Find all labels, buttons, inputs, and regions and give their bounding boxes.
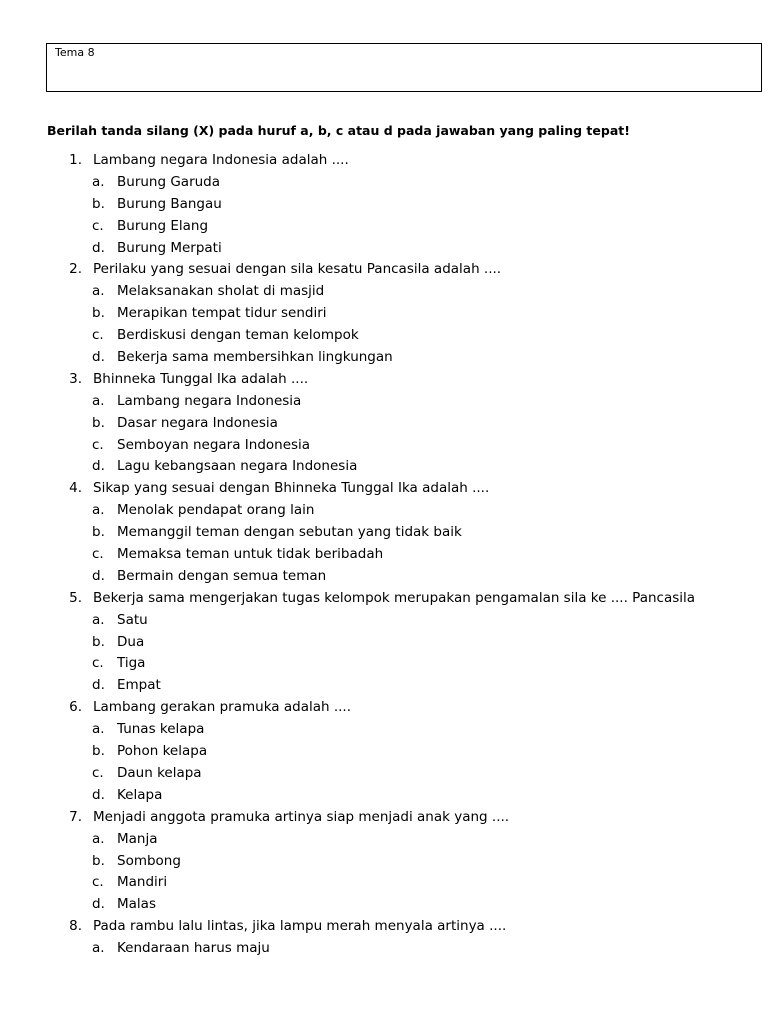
option-text: Kelapa	[117, 786, 163, 803]
option-text: Bermain dengan semua teman	[117, 567, 327, 584]
answer-option[interactable]	[0, 872, 768, 894]
option-text: Manja	[117, 830, 158, 847]
option-text: Semboyan negara Indonesia	[117, 436, 311, 453]
answer-option[interactable]	[0, 435, 768, 457]
question-number: 2.	[69, 261, 82, 278]
option-letter: b.	[92, 414, 105, 431]
answer-option[interactable]	[0, 741, 768, 763]
question-number: 3.	[69, 370, 82, 387]
option-letter: a.	[92, 283, 105, 300]
answer-option[interactable]	[0, 303, 768, 325]
option-text: Daun kelapa	[117, 764, 202, 781]
answer-option[interactable]	[0, 413, 768, 435]
answer-option[interactable]	[0, 456, 768, 478]
option-letter: d.	[92, 896, 105, 913]
answer-option[interactable]	[0, 851, 768, 873]
option-letter: c.	[92, 655, 104, 672]
option-letter: d.	[92, 567, 105, 584]
option-text: Kendaraan harus maju	[117, 940, 270, 957]
option-text: Pohon kelapa	[117, 743, 208, 760]
question-text: Lambang gerakan pramuka adalah ....	[93, 699, 351, 716]
question-item	[0, 588, 768, 610]
question-item	[0, 807, 768, 829]
answer-option[interactable]	[0, 391, 768, 413]
option-letter: b.	[92, 743, 105, 760]
option-letter: c.	[92, 327, 104, 344]
answer-option[interactable]	[0, 238, 768, 260]
question-item	[0, 697, 768, 719]
option-text: Malas	[117, 896, 156, 913]
option-text: Merapikan tempat tidur sendiri	[117, 305, 327, 322]
answer-option[interactable]	[0, 325, 768, 347]
question-text: Menjadi anggota pramuka artinya siap menjadi anak yang ....	[93, 808, 510, 825]
question-item	[0, 369, 768, 391]
answer-option[interactable]	[0, 632, 768, 654]
tema-label: Tema 8	[55, 46, 95, 59]
answer-option[interactable]	[0, 719, 768, 741]
option-letter: a.	[92, 502, 105, 519]
question-text: Pada rambu lalu lintas, jika lampu merah menyala artinya ....	[93, 918, 507, 935]
answer-option[interactable]	[0, 763, 768, 785]
option-text: Memanggil teman dengan sebutan yang tidak baik	[117, 524, 462, 541]
question-text: Bekerja sama mengerjakan tugas kelompok merupakan pengamalan sila ke .... Pancasila	[93, 589, 696, 606]
answer-option[interactable]	[0, 894, 768, 916]
option-text: Melaksanakan sholat di masjid	[117, 283, 325, 300]
option-letter: a.	[92, 173, 105, 190]
option-letter: c.	[92, 874, 104, 891]
answer-option[interactable]	[0, 829, 768, 851]
option-text: Lambang negara Indonesia	[117, 392, 302, 409]
answer-option[interactable]	[0, 281, 768, 303]
question-number: 1.	[69, 152, 82, 168]
option-letter: a.	[92, 830, 105, 847]
option-letter: a.	[92, 392, 105, 409]
question-item	[0, 150, 768, 172]
option-text: Burung Elang	[117, 217, 209, 234]
option-text: Lagu kebangsaan negara Indonesia	[117, 458, 358, 475]
option-letter: b.	[92, 852, 105, 869]
header-box	[46, 43, 762, 92]
question-number: 6.	[69, 699, 82, 716]
question-number: 7.	[69, 808, 82, 825]
option-text: Bekerja sama membersihkan lingkungan	[117, 349, 393, 366]
option-letter: a.	[92, 721, 105, 738]
answer-option[interactable]	[0, 500, 768, 522]
option-letter: c.	[92, 217, 104, 234]
question-list	[0, 150, 768, 960]
option-text: Burung Garuda	[117, 173, 221, 190]
answer-option[interactable]	[0, 522, 768, 544]
question-text: Perilaku yang sesuai dengan sila kesatu Pancasila adalah ....	[93, 261, 502, 278]
question-item	[0, 478, 768, 500]
question-item	[0, 259, 768, 281]
option-letter: d.	[92, 677, 105, 694]
option-text: Menolak pendapat orang lain	[117, 502, 315, 519]
answer-option[interactable]	[0, 172, 768, 194]
answer-option[interactable]	[0, 675, 768, 697]
question-item	[0, 916, 768, 938]
answer-option[interactable]	[0, 610, 768, 632]
answer-option[interactable]	[0, 216, 768, 238]
question-text: Bhinneka Tunggal Ika adalah ....	[93, 370, 309, 387]
answer-option[interactable]	[0, 544, 768, 566]
answer-option[interactable]	[0, 785, 768, 807]
option-text: Memaksa teman untuk tidak beribadah	[117, 546, 384, 563]
option-text: Dasar negara Indonesia	[117, 414, 278, 431]
option-letter: b.	[92, 633, 105, 650]
option-letter: c.	[92, 546, 104, 563]
option-text: Tunas kelapa	[117, 721, 205, 738]
option-text: Satu	[117, 611, 148, 628]
option-letter: a.	[92, 611, 105, 628]
option-text: Empat	[117, 677, 161, 694]
answer-option[interactable]	[0, 194, 768, 216]
answer-option[interactable]	[0, 347, 768, 369]
question-number: 5.	[69, 589, 82, 606]
option-letter: b.	[92, 195, 105, 212]
answer-option[interactable]	[0, 938, 768, 960]
option-letter: c.	[92, 436, 104, 453]
question-number: 4.	[69, 480, 82, 497]
answer-option[interactable]	[0, 653, 768, 675]
option-letter: c.	[92, 764, 104, 781]
instruction-text: Berilah tanda silang (X) pada huruf a, b, c atau d pada jawaban yang paling tepat!	[47, 123, 630, 138]
option-text: Berdiskusi dengan teman kelompok	[117, 327, 359, 344]
question-text: Lambang negara Indonesia adalah ....	[93, 152, 349, 168]
option-text: Burung Merpati	[117, 239, 222, 256]
option-text: Dua	[117, 633, 145, 650]
option-text: Mandiri	[117, 874, 168, 891]
question-number: 8.	[69, 918, 82, 935]
option-text: Sombong	[117, 852, 181, 869]
option-letter: a.	[92, 940, 105, 957]
option-letter: b.	[92, 524, 105, 541]
question-text: Sikap yang sesuai dengan Bhinneka Tunggal Ika adalah ....	[93, 480, 490, 497]
option-letter: d.	[92, 239, 105, 256]
option-text: Tiga	[117, 655, 146, 672]
option-letter: d.	[92, 349, 105, 366]
option-letter: d.	[92, 458, 105, 475]
option-letter: d.	[92, 786, 105, 803]
answer-option[interactable]	[0, 566, 768, 588]
option-letter: b.	[92, 305, 105, 322]
option-text: Burung Bangau	[117, 195, 222, 212]
